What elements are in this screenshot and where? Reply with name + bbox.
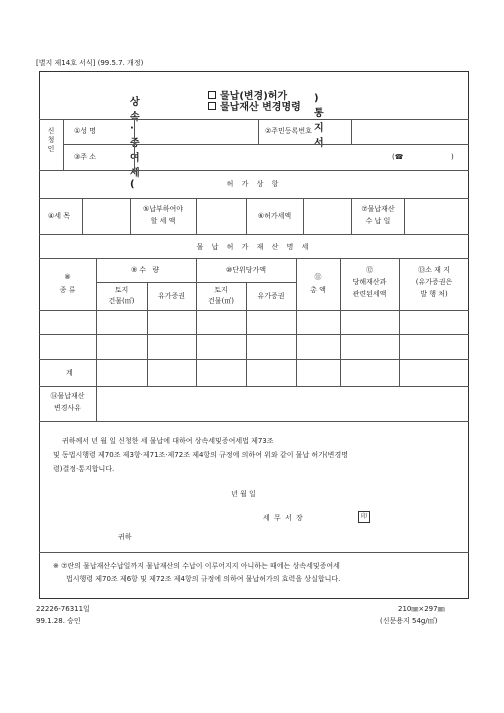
address-field[interactable] <box>136 147 386 167</box>
payable-tax-field[interactable] <box>198 200 244 232</box>
name-field[interactable] <box>136 122 256 142</box>
seal-mark: 印 <box>358 511 370 523</box>
change-reason-field[interactable] <box>98 388 468 419</box>
notice-text-line-3: 령)결정·통지합니다. <box>53 465 115 473</box>
payable-tax-label-1: ⑤납부하여야 <box>142 205 184 213</box>
applicant-section-label: 신청인 <box>47 127 55 153</box>
footnote-line-2: 법시행령 제70조 제6항 및 제72조 제4항의 규정에 의하여 물납허가의 효력을 상실합니다. <box>66 575 341 583</box>
notice-text-line-1: 귀하께서 년 월 일 신청한 세 물납에 대하여 상속세및증여세법 제73조 <box>62 437 274 445</box>
location-label-3: 발 행 처) <box>420 290 448 298</box>
form-approval-date: 99.1.28. 승인 <box>36 617 81 625</box>
permit-amount-label: ⑥허가세액 <box>257 212 292 220</box>
location-label-1: ⑬소 재 지 <box>418 266 450 274</box>
qty-securities-label: 유가증권 <box>157 292 186 300</box>
title-option-change-order[interactable]: 물납재산 변경명령 <box>208 95 301 114</box>
payment-date-field[interactable] <box>406 200 467 232</box>
property-section-title: 물 납 허 가 재 산 명 세 <box>196 243 312 251</box>
price-land-label-2: 건물(㎡) <box>208 297 234 305</box>
related-tax-label-1: 당해재산과 <box>352 278 387 286</box>
checkbox-change-order[interactable] <box>208 102 216 110</box>
kind-label: 종 류 <box>59 286 76 294</box>
tax-item-label: ④세 목 <box>48 212 71 220</box>
phone-label: (☎ <box>392 153 404 161</box>
form-approval-number: 22226-76311일 <box>36 605 90 613</box>
resident-number-label: ②주민등록번호 <box>265 127 312 135</box>
related-tax-label-2: 관련된세액 <box>352 290 387 298</box>
property-row[interactable] <box>40 335 468 358</box>
phone-close: ) <box>451 153 454 161</box>
price-land-label-1: 토지 <box>214 286 228 294</box>
change-reason-label-2: 변경사유 <box>53 404 82 412</box>
paper-size: 210㎜×297㎜ <box>398 605 445 613</box>
related-num: ⑫ <box>366 266 373 274</box>
quantity-label: ⑨수 량 <box>130 266 162 274</box>
permit-section-title: 허 가 상 항 <box>226 180 282 188</box>
qty-land-label-1: 토지 <box>114 286 129 294</box>
tax-item-field[interactable] <box>84 200 128 232</box>
tax-office-head: 세 무 서 장 <box>263 514 304 522</box>
title-option-permit[interactable]: 물납(변경)허가 <box>208 84 287 103</box>
kind-num: ⑧ <box>64 273 71 281</box>
payment-date-label-1: ⑦물납재산 <box>361 205 395 213</box>
title-suffix: )통지서 <box>314 93 324 149</box>
resident-number-field[interactable] <box>353 122 467 142</box>
paper-type: (신문용지 54g/㎡) <box>380 617 438 625</box>
total-num: ⑪ <box>314 273 322 281</box>
sum-label: 계 <box>66 369 73 377</box>
payable-tax-label-2: 할 세 액 <box>150 217 176 225</box>
total-label: 총 액 <box>310 286 326 294</box>
payment-date-label-2: 수 납 일 <box>365 217 391 225</box>
recipient-label: 귀하 <box>118 533 132 541</box>
location-label-2: (유가증권은 <box>415 278 453 286</box>
form-number-note: [별지 제14호 서식] (99.5.7. 개정) <box>36 59 144 67</box>
footnote-line-1: ※ ⑦란의 물납재산수납일까지 물납재산의 수납이 이루어지지 아니하는 때에는 상속세및증여세 <box>53 562 340 570</box>
title-prefix: 상속·증여세( <box>130 97 140 190</box>
property-row[interactable] <box>40 311 468 333</box>
change-reason-label-1: ⑭물납재산 <box>50 392 85 400</box>
notice-date: 년 월 일 <box>231 490 256 498</box>
price-securities-label: 유가증권 <box>257 292 285 300</box>
sum-row-fields[interactable] <box>98 362 468 384</box>
qty-land-label-2: 건물(㎡) <box>108 297 135 305</box>
permit-amount-field[interactable] <box>305 200 349 232</box>
unit-price-label: ⑩단위당가액 <box>225 266 267 274</box>
name-label: ①성 명 <box>74 127 97 135</box>
address-label: ③주 소 <box>74 153 97 161</box>
notice-text-line-2: 및 동법시행령 제70조 제3항·제71조·제72조 제4항의 규정에 의하여 위와 같이 물납 허가(변경명 <box>53 451 348 459</box>
